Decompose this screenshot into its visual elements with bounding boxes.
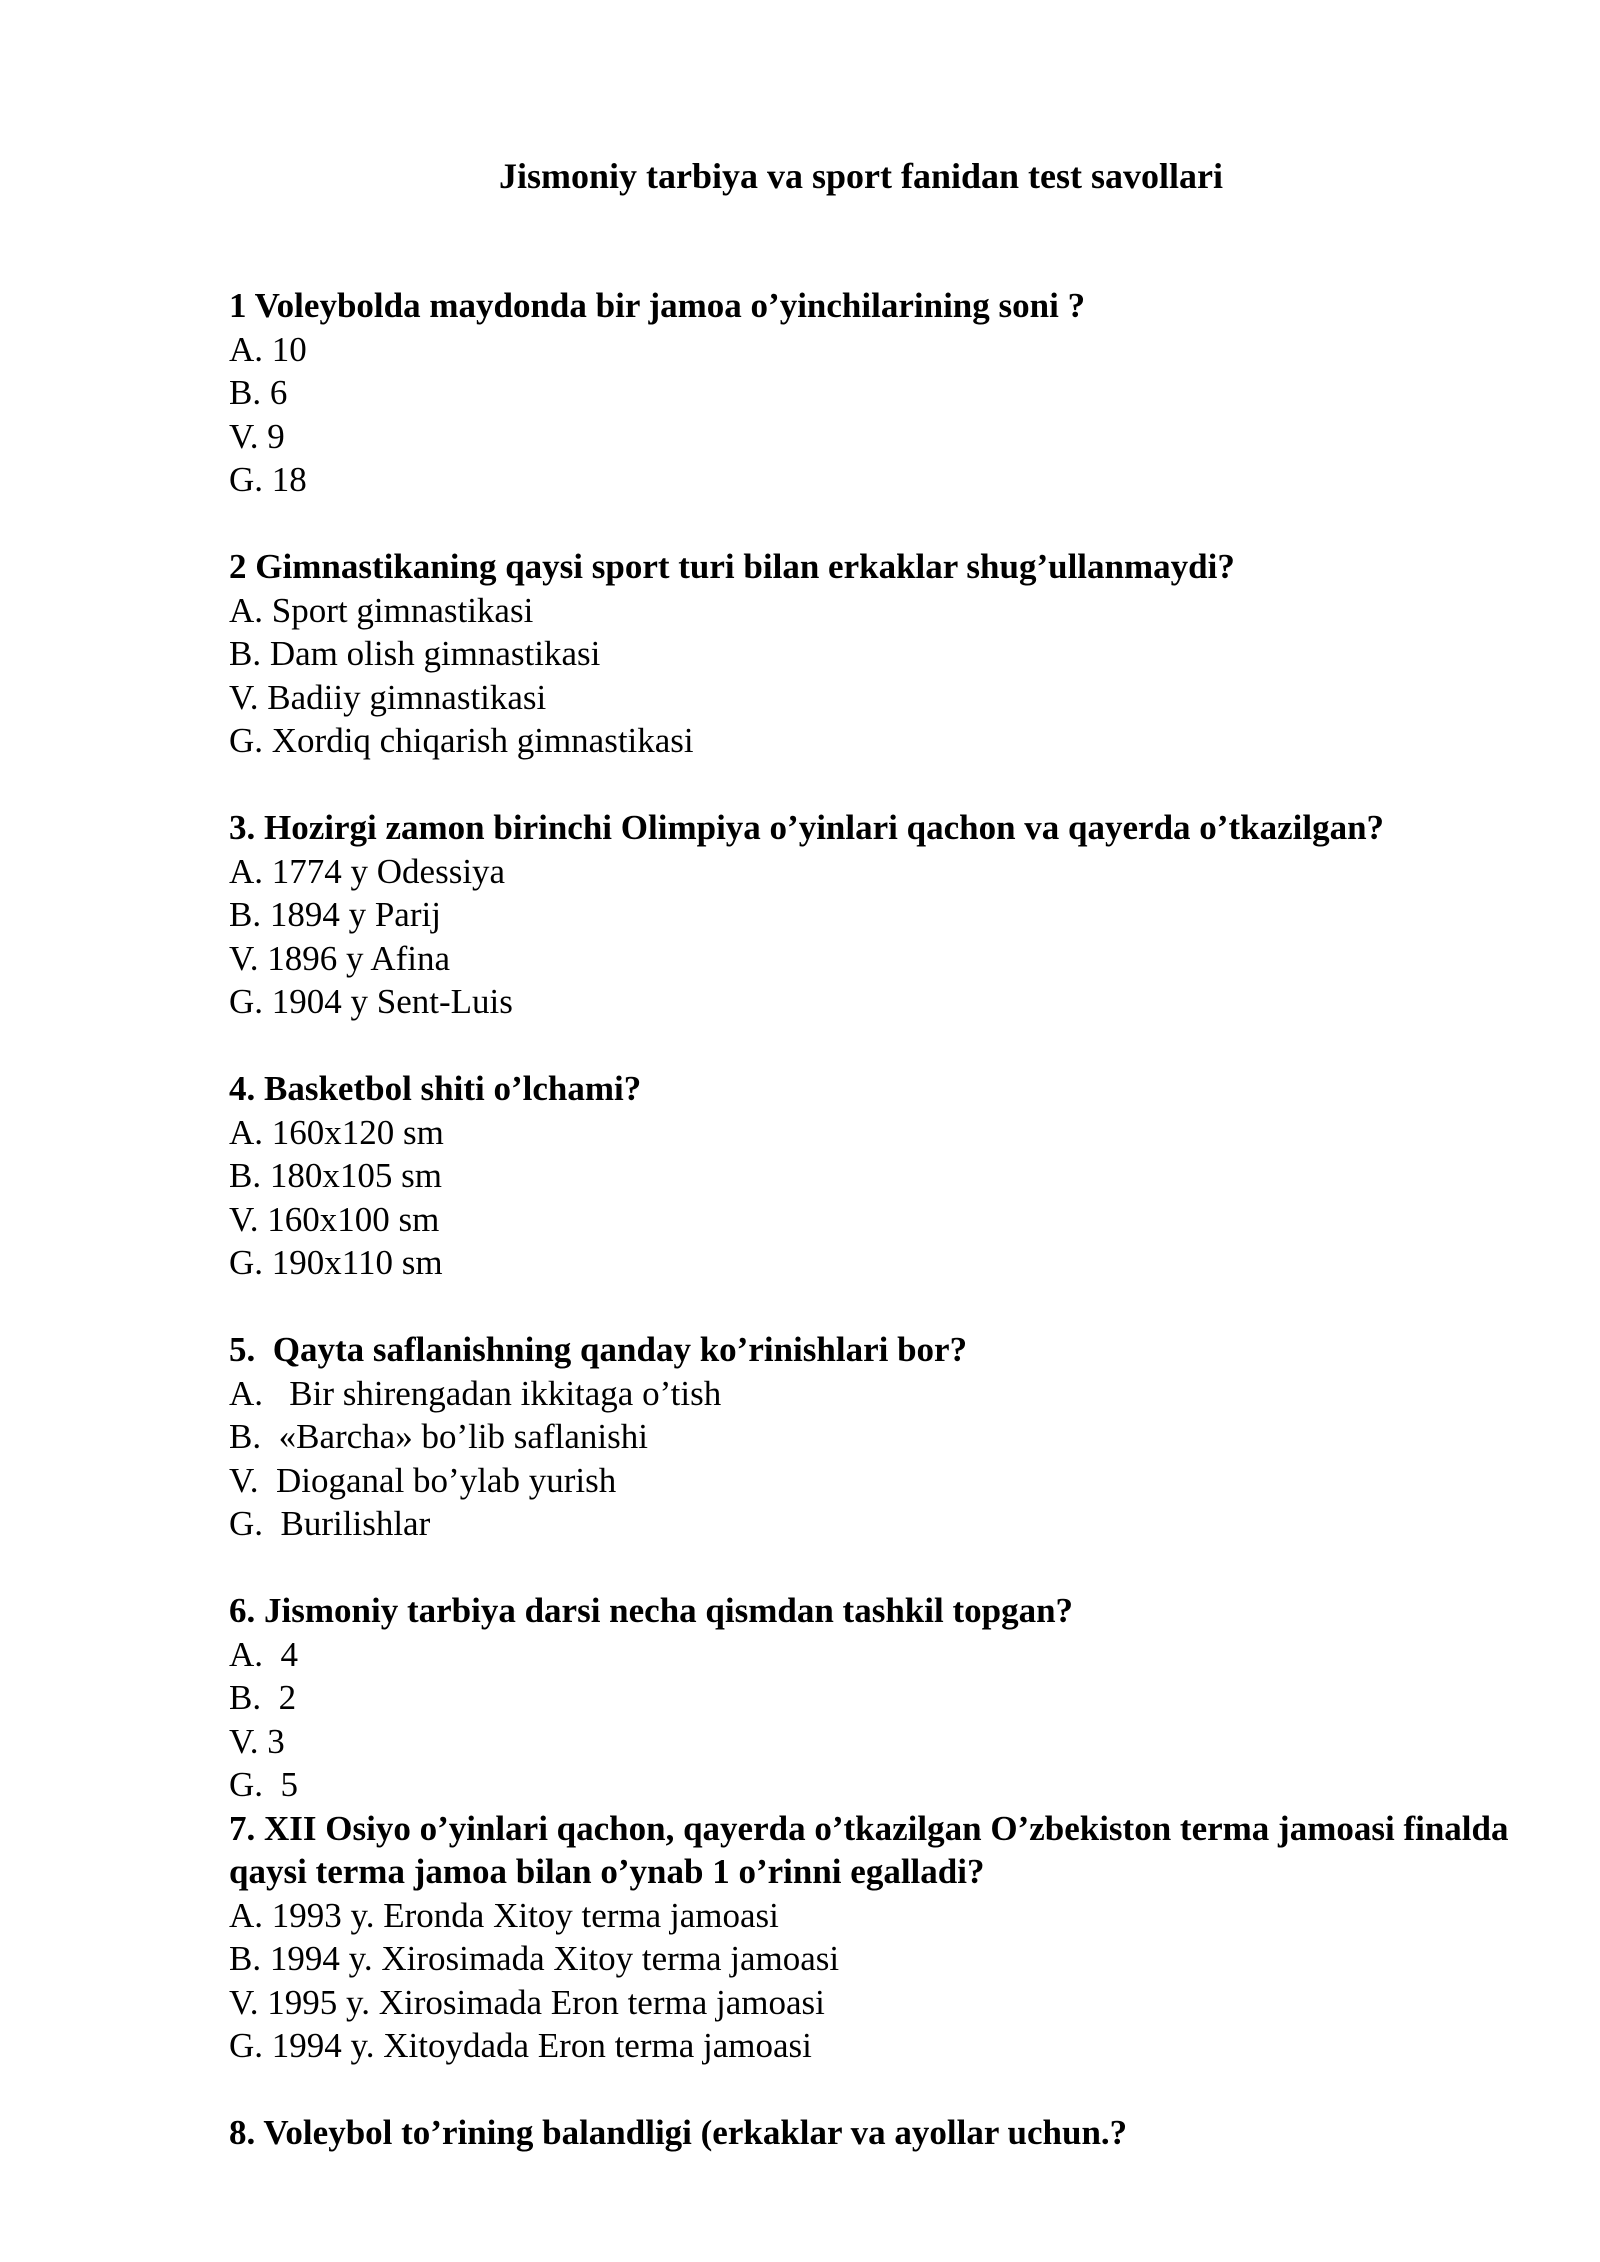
answer-option: V. Badiiy gimnastikasi: [229, 677, 547, 717]
answer-option: A. 1774 y Odessiya: [229, 851, 506, 891]
answer-option: B. 1994 y. Xirosimada Xitoy terma jamoasi: [229, 1939, 840, 1978]
answer-option: G. 5: [229, 1765, 299, 1804]
answer-option: A. 10: [229, 329, 307, 369]
answer-option: A. 4: [229, 1634, 299, 1674]
question-block: [229, 1067, 1519, 1285]
spacer: [229, 763, 1519, 807]
answer-option: G. 1904 y Sent-Luis: [229, 982, 513, 1021]
spacer: [229, 1546, 1519, 1590]
answer-option: G. 1994 y. Xitoydada Eron terma jamoasi: [229, 2026, 812, 2065]
question-text: 5. Qayta saflanishning qanday ko’rinishlari bor?: [229, 1330, 968, 1369]
answer-option: V. 160x100 sm: [229, 1199, 440, 1239]
answer-option: V. Dioganal bo’ylab yurish: [229, 1460, 617, 1500]
answer-option: G. 190x110 sm: [229, 1243, 443, 1282]
spacer: [229, 2068, 1519, 2112]
question-block: [229, 2111, 1519, 2155]
answer-option: B. «Barcha» bo’lib saflanishi: [229, 1417, 648, 1456]
question-text: 8. Voleybol to’rining balandligi (erkaklar va ayollar uchun.?: [229, 2113, 1128, 2152]
answer-option: V. 9: [229, 416, 285, 456]
answer-option: V. 3: [229, 1721, 285, 1761]
document-title: Jismoniy tarbiya va sport fanidan test savollari: [498, 156, 1224, 196]
spacer: [229, 1024, 1519, 1068]
question-text: 6. Jismoniy tarbiya darsi necha qismdan tashkil topgan?: [229, 1591, 1074, 1630]
question-block: [229, 1589, 1519, 1807]
question-block: [229, 1807, 1519, 2068]
answer-option: G. 18: [229, 460, 307, 499]
question-text: 3. Hozirgi zamon birinchi Olimpiya o’yinlari qachon va qayerda o’tkazilgan?: [229, 808, 1385, 847]
answer-option: B. 1894 y Parij: [229, 895, 441, 934]
answer-option: G. Xordiq chiqarish gimnastikasi: [229, 721, 694, 760]
answer-option: B. 2: [229, 1678, 297, 1717]
questions-list: [229, 284, 1519, 2155]
question-block: [229, 284, 1519, 502]
answer-option: B. 6: [229, 373, 288, 412]
question-text: 2 Gimnastikaning qaysi sport turi bilan erkaklar shug’ullanmaydi?: [229, 547, 1235, 586]
answer-option: G. Burilishlar: [229, 1504, 431, 1543]
answer-option: B. Dam olish gimnastikasi: [229, 634, 601, 673]
answer-option: V. 1896 y Afina: [229, 938, 451, 978]
spacer: [229, 502, 1519, 546]
question-text: 4. Basketbol shiti o’lchami?: [229, 1069, 642, 1108]
question-block: [229, 545, 1519, 763]
question-text: 7. XII Osiyo o’yinlari qachon, qayerda o’tkazilgan O’zbekiston terma jamoasi finalda qaysi terma jamoa bilan o’ynab 1 o’rinni egalladi?: [229, 1808, 1518, 1891]
spacer: [229, 1285, 1519, 1329]
answer-option: A. 1993 y. Eronda Xitoy terma jamoasi: [229, 1895, 779, 1935]
answer-option: V. 1995 y. Xirosimada Eron terma jamoasi: [229, 1982, 825, 2022]
answer-option: A. 160x120 sm: [229, 1112, 444, 1152]
question-block: [229, 1328, 1519, 1546]
answer-option: B. 180x105 sm: [229, 1156, 442, 1195]
question-block: [229, 806, 1519, 1024]
answer-option: A. Sport gimnastikasi: [229, 590, 534, 630]
question-text: 1 Voleybolda maydonda bir jamoa o’yinchilarining soni ?: [229, 286, 1086, 325]
answer-option: A. Bir shirengadan ikkitaga o’tish: [229, 1373, 722, 1413]
